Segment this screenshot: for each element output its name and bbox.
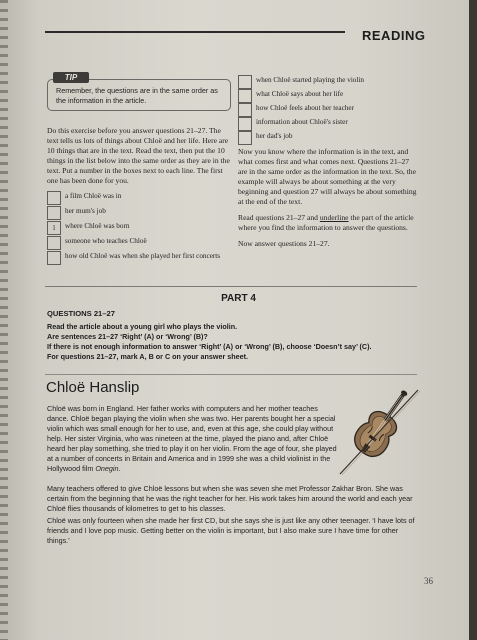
list-item-text: her dad's job xyxy=(256,132,293,140)
list-item-text: a film Chloë was in xyxy=(65,192,122,200)
list-item-text: when Chloë started playing the violin xyxy=(256,76,364,84)
answer-box[interactable] xyxy=(47,251,61,265)
exercise-instructions: Do this exercise before you answer questions 21–27. The text tells us lots of things about Chloë and her life. Here are 10 things that are in the text. Read the text, then put the 10 things in the list below into the same order as they are in the text. Put a number in the boxes next to each line. The first one has been done for you. xyxy=(47,126,230,185)
film-title: Onegin xyxy=(95,464,119,473)
article-paragraph xyxy=(47,484,419,514)
tip-label: TIP xyxy=(53,72,89,83)
list-item xyxy=(238,131,418,145)
article-paragraph xyxy=(47,516,419,546)
tip-text: Remember, the questions are in the same order as the information in the article. xyxy=(56,86,218,105)
part-title: PART 4 xyxy=(221,293,256,304)
list-item xyxy=(238,89,418,103)
list-item xyxy=(47,191,231,205)
page-edge xyxy=(469,0,477,640)
list-item xyxy=(47,221,231,235)
exercise-explanation xyxy=(238,147,418,255)
violin-icon xyxy=(332,382,422,482)
list-item xyxy=(47,236,231,250)
article-text-run: Chloë was born in England. Her father works with computers and her mother teaches dance. Chloë began playing the violin when she was two. Her parents bought her a special violin which was small enough for her to use, and, even at this age, she could play without help. Her sister Virginia, who was nineteen at the time, played the piano and, after Chloë heard her play something, she tried to play it on her violin. From the age of four, she played at a number of concerts in Britain and America and in 1999 she was a child violinist in the Hollywood film xyxy=(47,404,337,473)
instruction-line: For questions 21–27, mark A, B or C on your answer sheet. xyxy=(47,352,249,361)
answer-box[interactable] xyxy=(47,236,61,250)
explanation-text: Read questions 21–27 and xyxy=(238,213,320,222)
explanation-paragraph: Now you know where the information is in the text, and what comes first and what comes next. Questions 21–27 are in the same order as the information in the text. So, the example will always be about something at the very beginning and question 27 will always be about something at the end of the text. xyxy=(238,147,417,206)
list-item xyxy=(238,103,418,117)
instruction-line: Are sentences 21–27 ‘Right’ (A) or ‘Wrong’ (B)? xyxy=(47,332,208,341)
answer-box[interactable] xyxy=(47,191,61,205)
answer-box[interactable] xyxy=(238,89,252,103)
section-title: READING xyxy=(362,28,426,43)
explanation-text: the part of the article where you find the information to answer the questions. xyxy=(238,213,414,232)
list-item-text: someone who teaches Chloë xyxy=(65,237,147,245)
article-text-run: . xyxy=(118,464,121,473)
article-text: Chloë was only fourteen when she made her first CD, but she says she is just like any other teenager. ‘I have lots of friends and I love pop music. Getting better on the violin is important, but I also make sure I have time for other things.’ xyxy=(47,516,415,545)
list-item-text: her mum's job xyxy=(65,207,106,215)
answer-box[interactable] xyxy=(238,117,252,131)
questions-heading: QUESTIONS 21–27 xyxy=(47,309,115,318)
article-text xyxy=(47,404,337,474)
section-divider xyxy=(45,286,417,287)
list-item xyxy=(238,75,418,89)
list-item xyxy=(238,117,418,131)
answer-box[interactable] xyxy=(47,206,61,220)
explanation-paragraph: Now answer questions 21–27. xyxy=(238,239,330,248)
underlined-word: underline xyxy=(319,213,349,222)
list-item xyxy=(47,206,231,220)
explanation-paragraph xyxy=(238,213,418,233)
list-item-text: how Chloë feels about her teacher xyxy=(256,104,354,112)
instruction-line: Read the article about a young girl who plays the violin. xyxy=(47,322,238,331)
question-instructions xyxy=(47,322,417,362)
article-divider xyxy=(45,374,417,375)
list-item xyxy=(47,251,231,265)
header-rule xyxy=(45,31,345,33)
list-item-text: information about Chloë's sister xyxy=(256,118,348,126)
spiral-binding xyxy=(0,0,8,640)
answer-box[interactable] xyxy=(238,103,252,117)
answer-box[interactable] xyxy=(238,131,252,145)
answer-box[interactable]: 1 xyxy=(47,221,61,235)
list-item-text: how old Chloë was when she played her first concerts xyxy=(65,252,221,260)
page-number: 36 xyxy=(424,576,433,586)
answer-box[interactable] xyxy=(238,75,252,89)
list-item-text: what Chloë says about her life xyxy=(256,90,344,98)
article-text: Many teachers offered to give Chloë lessons but when she was seven she met Professor Zakhar Bron. She was certain from the beginning that he was the right teacher for her. His work takes him around the world and each year Chloë flies thousands of kilometres to get to his classes. xyxy=(47,484,413,513)
list-item-text: where Chloë was born xyxy=(65,222,130,230)
article-title: Chloë Hanslip xyxy=(46,379,140,396)
article-paragraph xyxy=(47,404,337,474)
instruction-line: If there is not enough information to answer ‘Right’ (A) or ‘Wrong’ (B), choose ‘Doesn’t say’ (C). xyxy=(47,342,372,351)
